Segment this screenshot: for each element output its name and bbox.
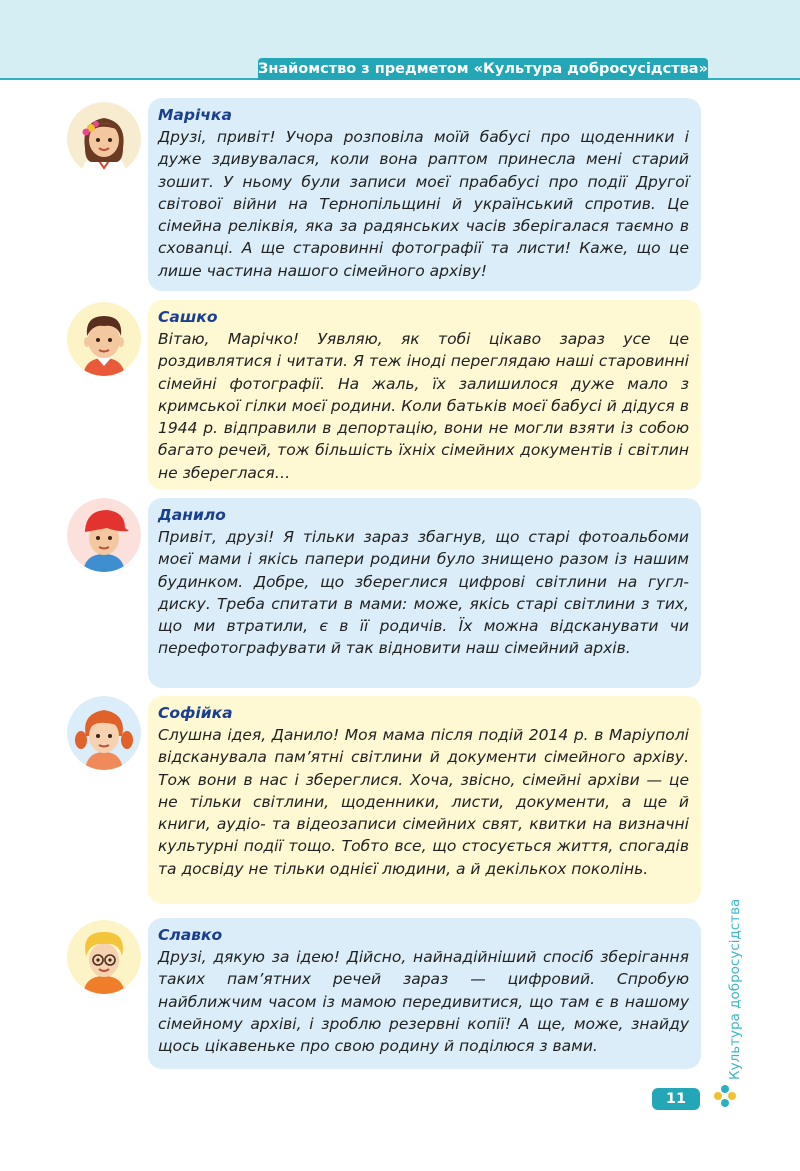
speech-text: Друзі, привіт! Учора розповіла моїй бабусі про щоденники і дуже здивувалася, коли вона раптом принесла мені старий зошит. У ньому були записи моєї прабабусі про події Другої світової війни на Тернопільщині й український спротив. Це сімейна реліквія, яка за радянських часів зберігалася таємно в сховanці. А ще старовинні фотографії та листи! Каже, що це лише частина нашого сімейного архіву! [158,128,689,280]
speech-text: Привіт, друзі! Я тільки зараз збагнув, що старі фотоальбоми моєї мами і якісь папери родини було знищено разом із нашим будинком. Добре, що збереглися цифрові світлини на гугл-диску. Треба спитати в мами: може, якісь старі світлини з тих, що ми втратили, є в її родичів. Їх можна відсканувати чи перефотографувати й так відновити наш сімейний архів. [158,528,689,658]
speech-bubble [148,918,701,1069]
avatar-marichka [67,102,141,176]
speech-text: Друзі, дякую за ідею! Дійсно, найнадійніший спосіб зберігання таких пам’ятних речей зараз — цифровий. Спробую найближчим часом із мамою передивитися, що там є в нашому сімейному архіві, і зроблю резервні копії! А ще, може, знайду щось цікавеньке про свою родину й поділюся з вами. [158,948,689,1056]
speaker-name: Данило [158,506,226,524]
speech-text: Вітаю, Марічко! Уявляю, як тобі цікаво зараз усе це роздивлятися і читати. Я теж іноді переглядаю наші старовинні сімейні фотографії. На жаль, їх залишилося дуже мало з кримської гілки моєї родини. Коли батьків моєї бабусі й дідуся в 1944 р. відправили в депортацію, вони не могли взяти із собою багато речей, тож більшість їхніх сімейних документів і світлин не збереглася… [158,330,689,482]
speaker-name: Софійка [158,704,233,722]
speaker-name: Марічка [158,106,232,124]
flower-icon [713,1084,737,1108]
page-number: 11 [652,1088,700,1110]
avatar-danylo [67,498,141,572]
avatar-sofiika [67,696,141,770]
speaker-name: Сашко [158,308,218,326]
speech-bubble [148,696,701,904]
side-label: Культура добросусідства [727,898,743,1080]
speech-bubble [148,98,701,291]
avatar-slavko [67,920,141,994]
speech-text: Слушна ідея, Данило! Моя мама після подій 2014 р. в Маріуполі відсканувала пам’ятні світлини й документи сімейного архіву. Тож вони в нас і збереглися. Хоча, звісно, сімейні архіви — це не тільки світлини, щоденники, листи, документи, а ще й книги, аудіо- та відеозаписи сімейних свят, квитки на визначні культурні події тощо. Тобто все, що стосується життя, спогадів та досвіду не тільки однієї людини, а й декількох поколінь. [158,726,689,878]
section-header: Знайомство з предметом «Культура добросусідства» [258,58,708,80]
avatar-sashko [67,302,141,376]
speech-bubble [148,498,701,688]
speaker-name: Славко [158,926,223,944]
speech-bubble [148,300,701,490]
